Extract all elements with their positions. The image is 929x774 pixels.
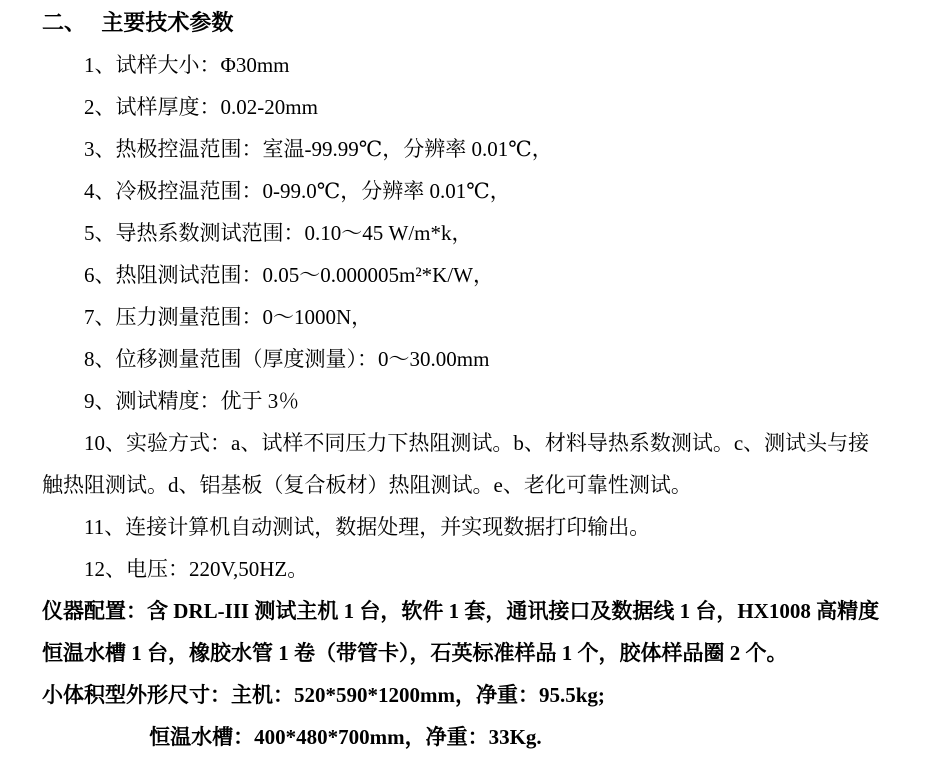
dimensions-water-tank: 恒温水槽：400*480*700mm，净重：33Kg.	[149, 725, 542, 749]
spec-item-4: 4、冷极控温范围：0-99.0℃，分辨率 0.01℃，	[84, 179, 511, 203]
spec-item-8: 8、位移测量范围（厚度测量）：0～30.00mm	[84, 347, 490, 371]
spec-item-12: 12、电压：220V,50HZ。	[84, 557, 309, 581]
spec-item-3: 3、热极控温范围：室温-99.99℃，分辨率 0.01℃，	[84, 137, 553, 161]
spec-item-6: 6、热阻测试范围：0.05～0.000005m²*K/W，	[84, 263, 494, 287]
spec-item-7: 7、压力测量范围：0～1000N，	[84, 305, 373, 329]
equipment-config-line-1: 仪器配置：含 DRL-III 测试主机 1 台，软件 1 套，通讯接口及数据线 1 台，HX1008 高精度	[42, 599, 880, 623]
spec-item-10: 10、实验方式：a、试样不同压力下热阻测试。b、材料导热系数测试。c、测试头与接	[84, 431, 870, 455]
equipment-config-line-2: 恒温水槽 1 台，橡胶水管 1 卷（带管卡），石英标准样品 1 个，胶体样品圈 2 个。	[42, 641, 788, 665]
spec-item-2: 2、试样厚度：0.02-20mm	[84, 95, 318, 119]
spec-item-11: 11、连接计算机自动测试，数据处理，并实现数据打印输出。	[84, 515, 651, 539]
spec-item-10-continuation: 触热阻测试。d、铝基板（复合板材）热阻测试。e、老化可靠性测试。	[42, 473, 692, 497]
spec-item-5: 5、导热系数测试范围：0.10～45 W/m*k，	[84, 221, 473, 245]
spec-item-9: 9、测试精度：优于 3％	[84, 389, 300, 413]
section-heading	[42, 2, 919, 44]
section-heading-title: 主要技术参数	[101, 10, 234, 35]
section-heading-numeral: 二、	[42, 10, 87, 35]
spec-item-1: 1、试样大小：Φ30mm	[84, 53, 290, 77]
dimensions-main-unit: 小体积型外形尺寸：主机：520*590*1200mm，净重：95.5kg;	[42, 683, 605, 707]
